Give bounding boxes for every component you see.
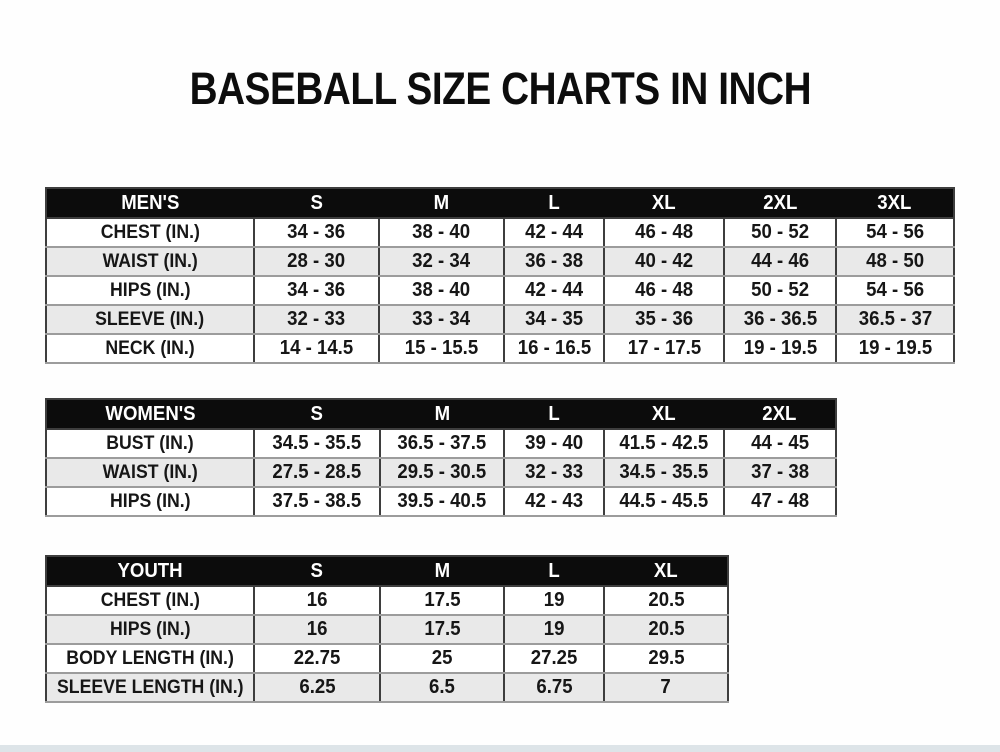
header-cell: [504, 556, 604, 586]
cell-text: 29.5: [647, 647, 685, 669]
header-cell: [724, 399, 836, 429]
value-cell: [504, 586, 604, 615]
value-cell: [380, 673, 504, 702]
cell-text: 19 - 19.5: [858, 337, 932, 359]
cell-text: 54 - 56: [866, 279, 924, 301]
row-label-cell: [46, 247, 254, 276]
value-cell: [836, 218, 954, 247]
cell-text: 34 - 35: [525, 308, 583, 330]
value-cell: [504, 615, 604, 644]
row-label-cell: [46, 334, 254, 363]
value-cell: [504, 305, 604, 334]
cell-text: 28 - 30: [287, 250, 346, 272]
value-cell: [504, 644, 604, 673]
header-row: [46, 399, 836, 429]
value-cell: [379, 334, 504, 363]
table-row: [46, 247, 954, 276]
value-cell: [254, 458, 380, 487]
cell-text: 33 - 34: [412, 308, 471, 330]
cell-text: 20.5: [647, 589, 685, 611]
value-cell: [836, 334, 954, 363]
value-cell: [254, 334, 379, 363]
cell-text: BUST (IN.): [106, 432, 194, 454]
cell-text: 29.5 - 30.5: [397, 461, 487, 483]
value-cell: [724, 458, 836, 487]
cell-text: 36 - 38: [525, 250, 583, 272]
mens-size-table: [45, 187, 955, 364]
cell-text: WOMEN'S: [105, 402, 196, 425]
cell-text: 19: [543, 618, 565, 640]
value-cell: [254, 218, 379, 247]
table-row: [46, 276, 954, 305]
value-cell: [504, 429, 604, 458]
cell-text: 3XL: [877, 191, 912, 214]
cell-text: L: [548, 191, 560, 214]
cell-text: 37.5 - 38.5: [272, 490, 362, 512]
cell-text: YOUTH: [117, 559, 183, 582]
cell-text: S: [310, 402, 324, 425]
cell-text: 16 - 16.5: [517, 337, 591, 359]
value-cell: [504, 487, 604, 516]
cell-text: 36 - 36.5: [743, 308, 817, 330]
cell-text: 6.5: [429, 676, 455, 698]
value-cell: [504, 276, 604, 305]
cell-text: L: [548, 559, 560, 582]
cell-text: 39 - 40: [525, 432, 583, 454]
cell-text: HIPS (IN.): [109, 618, 191, 640]
value-cell: [604, 586, 728, 615]
cell-text: 2XL: [762, 402, 797, 425]
value-cell: [604, 615, 728, 644]
cell-text: 25: [431, 647, 453, 669]
cell-text: WAIST (IN.): [102, 461, 198, 483]
header-cell: [46, 556, 254, 586]
cell-text: SLEEVE LENGTH (IN.): [56, 676, 244, 698]
cell-text: 41.5 - 42.5: [619, 432, 709, 454]
cell-text: 17 - 17.5: [627, 337, 701, 359]
cell-text: M: [434, 559, 450, 582]
cell-text: 6.75: [535, 676, 573, 698]
value-cell: [604, 305, 724, 334]
value-cell: [724, 487, 836, 516]
cell-text: 16: [306, 618, 328, 640]
value-cell: [604, 644, 728, 673]
value-cell: [254, 305, 379, 334]
cell-text: S: [310, 559, 324, 582]
value-cell: [604, 673, 728, 702]
cell-text: WAIST (IN.): [102, 250, 198, 272]
value-cell: [724, 247, 836, 276]
header-cell: [504, 399, 604, 429]
value-cell: [379, 247, 504, 276]
cell-text: 22.75: [293, 647, 341, 669]
value-cell: [724, 218, 836, 247]
header-cell: [254, 556, 380, 586]
cell-text: 54 - 56: [866, 221, 924, 243]
value-cell: [504, 334, 604, 363]
cell-text: 34.5 - 35.5: [619, 461, 709, 483]
value-cell: [254, 276, 379, 305]
cell-text: 14 - 14.5: [279, 337, 354, 359]
cell-text: SLEEVE (IN.): [95, 308, 205, 330]
cell-text: 38 - 40: [412, 221, 471, 243]
value-cell: [504, 218, 604, 247]
cell-text: S: [310, 191, 323, 214]
value-cell: [380, 458, 504, 487]
cell-text: 39.5 - 40.5: [397, 490, 487, 512]
row-label-cell: [46, 586, 254, 615]
row-label-cell: [46, 615, 254, 644]
value-cell: [380, 487, 504, 516]
cell-text: 36.5 - 37.5: [397, 432, 487, 454]
row-label-cell: [46, 429, 254, 458]
header-cell: [254, 188, 379, 218]
table-row: [46, 673, 728, 702]
value-cell: [380, 615, 504, 644]
cell-text: BODY LENGTH (IN.): [66, 647, 234, 669]
value-cell: [379, 276, 504, 305]
header-cell: [379, 188, 504, 218]
youth-size-table: [45, 555, 729, 703]
cell-text: HIPS (IN.): [109, 279, 191, 301]
cell-text: 42 - 44: [525, 221, 583, 243]
cell-text: 46 - 48: [635, 279, 693, 301]
womens-size-table: [45, 398, 837, 517]
value-cell: [604, 334, 724, 363]
cell-text: 17.5: [423, 589, 461, 611]
row-label-cell: [46, 305, 254, 334]
value-cell: [504, 458, 604, 487]
value-cell: [724, 305, 836, 334]
cell-text: 37 - 38: [751, 461, 809, 483]
value-cell: [604, 458, 724, 487]
value-cell: [836, 305, 954, 334]
value-cell: [379, 305, 504, 334]
cell-text: 32 - 33: [525, 461, 583, 483]
value-cell: [380, 586, 504, 615]
value-cell: [604, 218, 724, 247]
value-cell: [254, 644, 380, 673]
cell-text: MEN'S: [121, 191, 180, 214]
cell-text: XL: [652, 191, 676, 214]
cell-text: L: [548, 402, 560, 425]
row-label-cell: [46, 218, 254, 247]
value-cell: [254, 487, 380, 516]
cell-text: 20.5: [647, 618, 685, 640]
cell-text: 27.25: [530, 647, 578, 669]
cell-text: NECK (IN.): [105, 337, 195, 359]
cell-text: 27.5 - 28.5: [272, 461, 362, 483]
header-cell: [604, 556, 728, 586]
header-cell: [836, 188, 954, 218]
header-cell: [46, 399, 254, 429]
page-title: [0, 63, 1000, 114]
cell-text: 16: [306, 589, 328, 611]
header-cell: [604, 188, 724, 218]
value-cell: [254, 247, 379, 276]
value-cell: [254, 429, 380, 458]
table-row: [46, 644, 728, 673]
value-cell: [724, 276, 836, 305]
table-row: [46, 487, 836, 516]
row-label-cell: [46, 673, 254, 702]
bottom-edge-band: [0, 745, 1000, 752]
value-cell: [836, 247, 954, 276]
value-cell: [724, 429, 836, 458]
cell-text: HIPS (IN.): [109, 490, 191, 512]
value-cell: [254, 673, 380, 702]
cell-text: 46 - 48: [635, 221, 693, 243]
table-row: [46, 429, 836, 458]
cell-text: M: [433, 191, 450, 214]
row-label-cell: [46, 458, 254, 487]
cell-text: 44 - 46: [751, 250, 809, 272]
value-cell: [379, 218, 504, 247]
header-cell: [724, 188, 836, 218]
row-label-cell: [46, 487, 254, 516]
cell-text: CHEST (IN.): [100, 221, 200, 243]
cell-text: 2XL: [762, 191, 798, 214]
row-label-cell: [46, 644, 254, 673]
value-cell: [380, 644, 504, 673]
cell-text: 36.5 - 37: [858, 308, 932, 330]
value-cell: [504, 247, 604, 276]
value-cell: [836, 276, 954, 305]
cell-text: 6.25: [298, 676, 336, 698]
cell-text: 35 - 36: [635, 308, 693, 330]
value-cell: [604, 247, 724, 276]
cell-text: 47 - 48: [751, 490, 809, 512]
table-row: [46, 615, 728, 644]
cell-text: 50 - 52: [751, 221, 809, 243]
cell-text: 38 - 40: [412, 279, 471, 301]
table-row: [46, 334, 954, 363]
header-row: [46, 188, 954, 218]
header-cell: [46, 188, 254, 218]
header-row: [46, 556, 728, 586]
header-cell: [254, 399, 380, 429]
cell-text: 44.5 - 45.5: [619, 490, 709, 512]
table-row: [46, 586, 728, 615]
cell-text: XL: [653, 559, 678, 582]
header-cell: [380, 556, 504, 586]
row-label-cell: [46, 276, 254, 305]
value-cell: [254, 615, 380, 644]
page-title-text: BASEBALL SIZE CHARTS IN INCH: [189, 63, 811, 114]
table-row: [46, 305, 954, 334]
header-cell: [604, 399, 724, 429]
value-cell: [604, 487, 724, 516]
cell-text: 17.5: [423, 618, 461, 640]
cell-text: 40 - 42: [635, 250, 693, 272]
table-row: [46, 458, 836, 487]
cell-text: 34 - 36: [287, 221, 346, 243]
value-cell: [380, 429, 504, 458]
cell-text: 50 - 52: [751, 279, 809, 301]
value-cell: [254, 586, 380, 615]
cell-text: 19: [543, 589, 565, 611]
cell-text: 32 - 34: [412, 250, 471, 272]
cell-text: 44 - 45: [751, 432, 809, 454]
cell-text: 34 - 36: [287, 279, 346, 301]
cell-text: 32 - 33: [287, 308, 346, 330]
value-cell: [604, 276, 724, 305]
cell-text: M: [434, 402, 450, 425]
cell-text: 15 - 15.5: [404, 337, 479, 359]
header-cell: [504, 188, 604, 218]
value-cell: [724, 334, 836, 363]
value-cell: [504, 673, 604, 702]
cell-text: 48 - 50: [866, 250, 924, 272]
header-cell: [380, 399, 504, 429]
cell-text: 42 - 43: [525, 490, 583, 512]
cell-text: XL: [652, 402, 676, 425]
cell-text: 7: [660, 676, 672, 698]
cell-text: 34.5 - 35.5: [272, 432, 362, 454]
value-cell: [604, 429, 724, 458]
table-row: [46, 218, 954, 247]
cell-text: 42 - 44: [525, 279, 583, 301]
cell-text: 19 - 19.5: [743, 337, 817, 359]
cell-text: CHEST (IN.): [100, 589, 200, 611]
